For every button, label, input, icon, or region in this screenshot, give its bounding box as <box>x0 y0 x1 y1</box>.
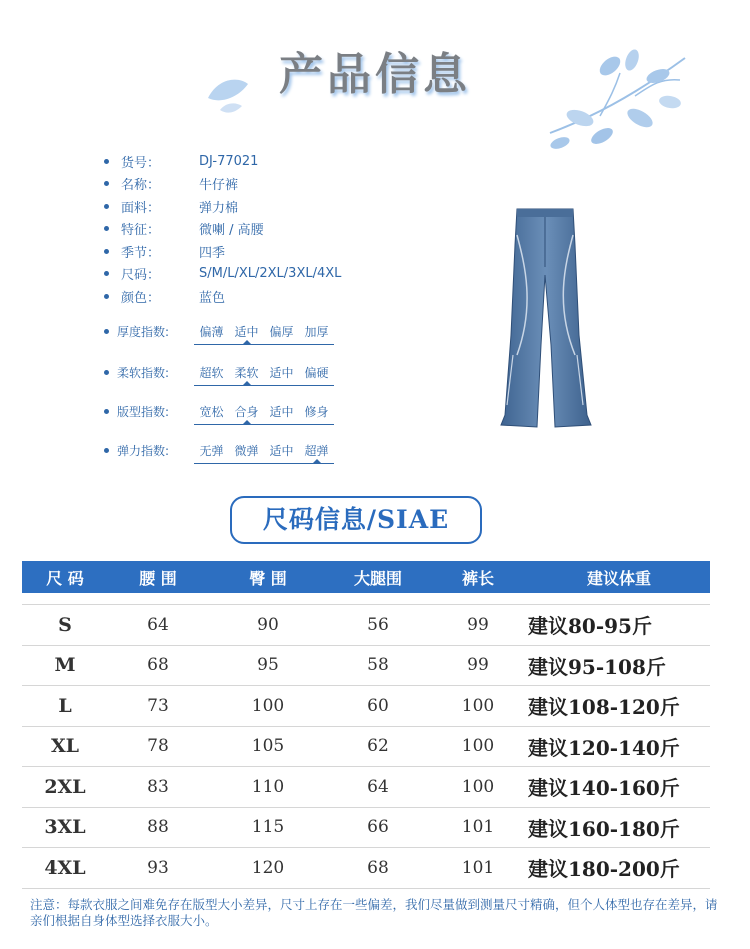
index-options <box>194 403 334 431</box>
scale-line <box>194 344 334 345</box>
index-option: 微弹 <box>234 444 259 458</box>
index-option: 超软 <box>199 366 224 380</box>
info-row <box>104 195 341 218</box>
size-cell: 4XL <box>44 856 86 879</box>
scale-line <box>194 463 334 464</box>
index-name <box>104 442 194 459</box>
scale-marker-icon <box>313 459 321 463</box>
info-label: 货号： <box>121 155 161 171</box>
info-value: 微喇 / 高腰 <box>199 223 264 239</box>
bullet-icon <box>104 448 109 453</box>
index-options <box>194 323 334 351</box>
table-row <box>22 767 710 808</box>
leaf-icon <box>200 58 260 118</box>
scale-line <box>194 424 334 425</box>
table-cell: 95 <box>257 655 279 676</box>
weight-cell: 建议95-108斤 <box>528 654 666 679</box>
table-cell: 60 <box>367 695 389 716</box>
info-value: DJ-77021 <box>199 153 259 169</box>
info-label: 名称： <box>121 178 161 194</box>
size-cell: 2XL <box>44 775 86 798</box>
table-cell: 88 <box>147 817 169 838</box>
index-label: 柔软指数: <box>117 366 170 380</box>
table-cell: 100 <box>251 695 285 716</box>
info-value: 四季 <box>199 245 226 261</box>
info-value: 弹力棉 <box>199 200 239 216</box>
index-name <box>104 403 194 420</box>
scale-line <box>194 385 334 386</box>
page-title: 产品信息 <box>279 49 471 100</box>
index-scale <box>104 442 334 470</box>
table-cell: 90 <box>257 614 279 635</box>
index-option: 偏薄 <box>199 325 224 339</box>
scale-marker-icon <box>243 420 251 424</box>
index-scale <box>104 323 334 351</box>
info-value: S/M/L/XL/2XL/3XL/4XL <box>199 266 342 282</box>
index-option: 修身 <box>304 405 329 419</box>
weight-cell: 建议80-95斤 <box>528 614 652 639</box>
index-option: 合身 <box>234 405 259 419</box>
weight-cell: 建议160-180斤 <box>528 816 680 841</box>
bullet-icon <box>104 329 109 334</box>
table-cell: 66 <box>367 817 389 838</box>
table-cell: 68 <box>367 857 389 878</box>
index-option: 适中 <box>269 366 294 380</box>
table-cell: 93 <box>147 857 169 878</box>
size-cell: S <box>58 613 72 636</box>
table-cell: 110 <box>251 776 285 797</box>
table-cell: 64 <box>367 776 389 797</box>
column-header: 臀 围 <box>249 568 287 588</box>
table-cell: 100 <box>461 776 495 797</box>
info-label: 尺码： <box>121 268 161 284</box>
index-options <box>194 364 334 392</box>
product-info-list <box>104 150 341 308</box>
bullet-icon <box>104 409 109 414</box>
index-label: 弹力指数: <box>117 444 170 458</box>
bullet-icon <box>104 294 109 299</box>
size-cell: L <box>58 694 72 717</box>
bullet-icon <box>104 370 109 375</box>
table-cell: 100 <box>461 695 495 716</box>
index-option: 偏硬 <box>304 366 329 380</box>
size-note: 注意：每款衣服之间难免存在版型大小差异，尺寸上存在一些偏差，我们尽量做到测量尺寸精确，但个人体型也存在差异，请亲们根据自身体型选择衣服大小。 <box>30 897 718 928</box>
scale-marker-icon <box>243 340 251 344</box>
index-scale <box>104 403 334 431</box>
size-table <box>22 604 710 889</box>
bullet-icon <box>104 226 109 231</box>
index-option: 超弹 <box>304 444 329 458</box>
info-label: 颜色： <box>121 290 161 306</box>
table-cell: 101 <box>461 857 495 878</box>
info-row <box>104 218 341 241</box>
size-table-header <box>22 561 710 593</box>
table-cell: 58 <box>367 655 389 676</box>
info-row <box>104 173 341 196</box>
index-scale <box>104 364 334 392</box>
table-cell: 56 <box>367 614 389 635</box>
table-cell: 78 <box>147 736 169 757</box>
size-info-heading: 尺码信息/SIAE <box>230 496 482 544</box>
size-cell: M <box>54 654 76 677</box>
table-row <box>22 848 710 889</box>
bullet-icon <box>104 159 109 164</box>
info-row <box>104 240 341 263</box>
table-row <box>22 727 710 768</box>
table-cell: 99 <box>467 614 489 635</box>
info-row <box>104 263 341 286</box>
bullet-icon <box>104 181 109 186</box>
table-cell: 120 <box>251 857 285 878</box>
weight-cell: 建议108-120斤 <box>528 695 680 720</box>
table-cell: 68 <box>147 655 169 676</box>
info-row <box>104 150 341 173</box>
index-option: 偏厚 <box>269 325 294 339</box>
info-value: 蓝色 <box>199 290 226 306</box>
info-value: 牛仔裤 <box>199 178 239 194</box>
flared-jeans-image <box>495 205 595 430</box>
table-row <box>22 646 710 687</box>
index-option: 加厚 <box>304 325 329 339</box>
table-cell: 99 <box>467 655 489 676</box>
table-cell: 101 <box>461 817 495 838</box>
table-row <box>22 604 710 646</box>
bullet-icon <box>104 204 109 209</box>
info-label: 季节： <box>121 245 161 261</box>
table-cell: 100 <box>461 736 495 757</box>
column-header: 裤长 <box>461 568 494 588</box>
column-header: 尺 码 <box>46 568 84 588</box>
column-header: 建议体重 <box>586 568 651 588</box>
weight-cell: 建议140-160斤 <box>528 776 680 801</box>
weight-cell: 建议180-200斤 <box>528 857 680 882</box>
index-label: 版型指数: <box>117 405 170 419</box>
info-row <box>104 285 341 308</box>
index-option: 无弹 <box>199 444 224 458</box>
index-name <box>104 364 194 381</box>
table-cell: 62 <box>367 736 389 757</box>
bullet-icon <box>104 271 109 276</box>
table-cell: 105 <box>251 736 285 757</box>
table-cell: 73 <box>147 695 169 716</box>
scale-marker-icon <box>243 381 251 385</box>
table-cell: 115 <box>251 817 285 838</box>
info-label: 面料： <box>121 200 161 216</box>
index-option: 宽松 <box>199 405 224 419</box>
size-cell: 3XL <box>44 816 86 839</box>
index-label: 厚度指数: <box>117 325 170 339</box>
table-cell: 64 <box>147 614 169 635</box>
table-cell: 83 <box>147 776 169 797</box>
size-cell: XL <box>50 735 80 758</box>
index-option: 柔软 <box>234 366 259 380</box>
index-option: 适中 <box>234 325 259 339</box>
index-option: 适中 <box>269 444 294 458</box>
table-row <box>22 808 710 849</box>
bullet-icon <box>104 249 109 254</box>
info-label: 特征： <box>121 223 161 239</box>
column-header: 大腿围 <box>353 568 402 588</box>
index-option: 适中 <box>269 405 294 419</box>
column-header: 腰 围 <box>139 568 177 588</box>
leaf-branch-decoration <box>540 38 690 168</box>
index-name <box>104 323 194 340</box>
index-options <box>194 442 334 470</box>
table-row <box>22 686 710 727</box>
weight-cell: 建议120-140斤 <box>528 735 680 760</box>
